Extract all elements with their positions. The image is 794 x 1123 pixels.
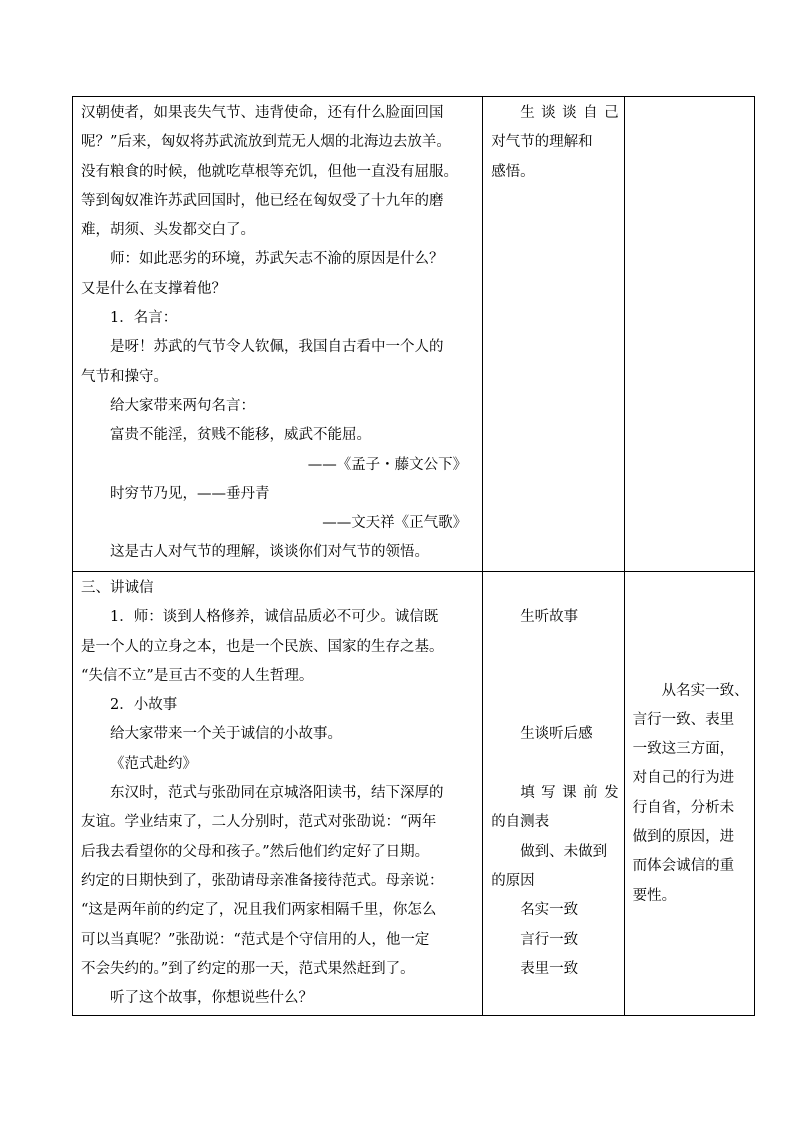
text-line: 没有粮食的时候，他就吃草根等充饥，但他一直没有屈服。 bbox=[81, 163, 458, 180]
text-line: 而体会诚信的重 bbox=[632, 858, 735, 875]
design-intent-cell bbox=[624, 572, 754, 1016]
text-line: 的自测表 bbox=[491, 814, 550, 831]
text-line: 呢？”后来，匈奴将苏武流放到荒无人烟的北海边去放羊。 bbox=[81, 134, 451, 151]
quote-source: ——文天祥《正气歌》 bbox=[322, 515, 468, 532]
spacer bbox=[491, 574, 618, 603]
spacer bbox=[491, 633, 618, 662]
student-activity-cell bbox=[483, 97, 624, 572]
text-line: 又是什么在支撑着他？ bbox=[81, 280, 226, 297]
text-line: 的原因 bbox=[491, 872, 535, 889]
text-line: 是呀！苏武的气节令人钦佩，我国自古看中一个人的 bbox=[110, 339, 444, 356]
text-line: 表里一致 bbox=[520, 960, 579, 977]
text-line: 约定的日期快到了，张劭请母亲准备接待范式。母亲说： bbox=[81, 872, 444, 889]
table-row bbox=[73, 97, 755, 572]
text-line: 生谈谈自己 bbox=[520, 105, 619, 121]
text-line: 师：如此恶劣的环境，苏武矢志不渝的原因是什么？ bbox=[110, 251, 444, 268]
student-activity-cell bbox=[483, 572, 624, 1016]
section-heading: 三、讲诚信 bbox=[81, 580, 154, 596]
text-line: 听了这个故事，你想说些什么？ bbox=[110, 990, 313, 1007]
text-line: 给大家带来两句名言： bbox=[110, 397, 255, 414]
text-line: 对自己的行为进 bbox=[632, 770, 735, 787]
text-line: 可以当真呢？”张劭说：“范式是个守信用的人，他一定 bbox=[81, 931, 430, 948]
text-line: 要性。 bbox=[632, 887, 677, 904]
text-line: 汉朝使者，如果丧失气节、违背使命，还有什么脸面回国 bbox=[81, 105, 444, 121]
quote-line: 富贵不能淫，贫贱不能移，威武不能屈。 bbox=[110, 427, 371, 444]
text-line: 难，胡须、头发都交白了。 bbox=[81, 222, 255, 239]
teaching-process-cell bbox=[73, 572, 483, 1016]
text-line: “这是两年前的约定了，况且我们两家相隔千里，你怎么 bbox=[81, 902, 437, 919]
text-line: 行自省，分析未 bbox=[632, 799, 735, 816]
text-line: 从名实一致、 bbox=[661, 682, 749, 699]
text-line: 东汉时，范式与张劭同在京城洛阳读书，结下深厚的 bbox=[110, 785, 444, 802]
text-line: 生谈听后感 bbox=[520, 726, 593, 743]
text-line: 对气节的理解和 bbox=[491, 134, 593, 151]
text-line: 填写课前发 bbox=[520, 785, 619, 802]
text-line: 做到、未做到 bbox=[520, 843, 608, 860]
spacer bbox=[491, 662, 618, 691]
story-title: 《范式赴约》 bbox=[110, 755, 197, 772]
text-line: 一致这三方面， bbox=[632, 741, 735, 758]
text-line: 1．师：谈到人格修养，诚信品质必不可少。诚信既 bbox=[110, 609, 439, 626]
text-line: 不会失约的。”到了约定的那一天，范式果然赶到了。 bbox=[81, 960, 415, 977]
text-line: 是一个人的立身之本，也是一个民族、国家的生存之基。 bbox=[81, 638, 444, 655]
spacer bbox=[491, 691, 618, 720]
spacer bbox=[491, 750, 618, 779]
text-line: 等到匈奴准许苏武回国时，他已经在匈奴受了十九年的磨 bbox=[81, 192, 444, 209]
text-line: 气节和操守。 bbox=[81, 368, 168, 385]
lesson-plan-table bbox=[72, 96, 755, 1016]
text-line: “失信不立”是亘古不变的人生哲理。 bbox=[81, 667, 314, 684]
table-row bbox=[73, 572, 755, 1016]
teaching-process-cell bbox=[73, 97, 483, 572]
text-line: 给大家带来一个关于诚信的小故事。 bbox=[110, 726, 342, 743]
section-heading: 2．小故事 bbox=[110, 697, 178, 714]
design-intent-cell bbox=[624, 97, 754, 572]
section-heading: 1．名言： bbox=[110, 310, 178, 327]
quote-source: ——《孟子・藤文公下》 bbox=[307, 456, 468, 473]
text-line: 言行一致、表里 bbox=[632, 711, 735, 728]
text-line: 感悟。 bbox=[491, 163, 535, 180]
text-line: 言行一致 bbox=[520, 931, 579, 948]
text-line: 友谊。学业结束了，二人分别时，范式对张劭说：“两年 bbox=[81, 814, 437, 831]
text-line: 这是古人对气节的理解，谈谈你们对气节的领悟。 bbox=[110, 544, 429, 561]
quote-line: 时穷节乃见，——垂丹青 bbox=[110, 485, 270, 502]
text-line: 名实一致 bbox=[520, 902, 579, 919]
text-line: 后我去看望你的父母和孩子。”然后他们约定好了日期。 bbox=[81, 843, 430, 860]
text-line: 做到的原因，进 bbox=[632, 829, 735, 846]
text-line: 生听故事 bbox=[520, 609, 579, 626]
